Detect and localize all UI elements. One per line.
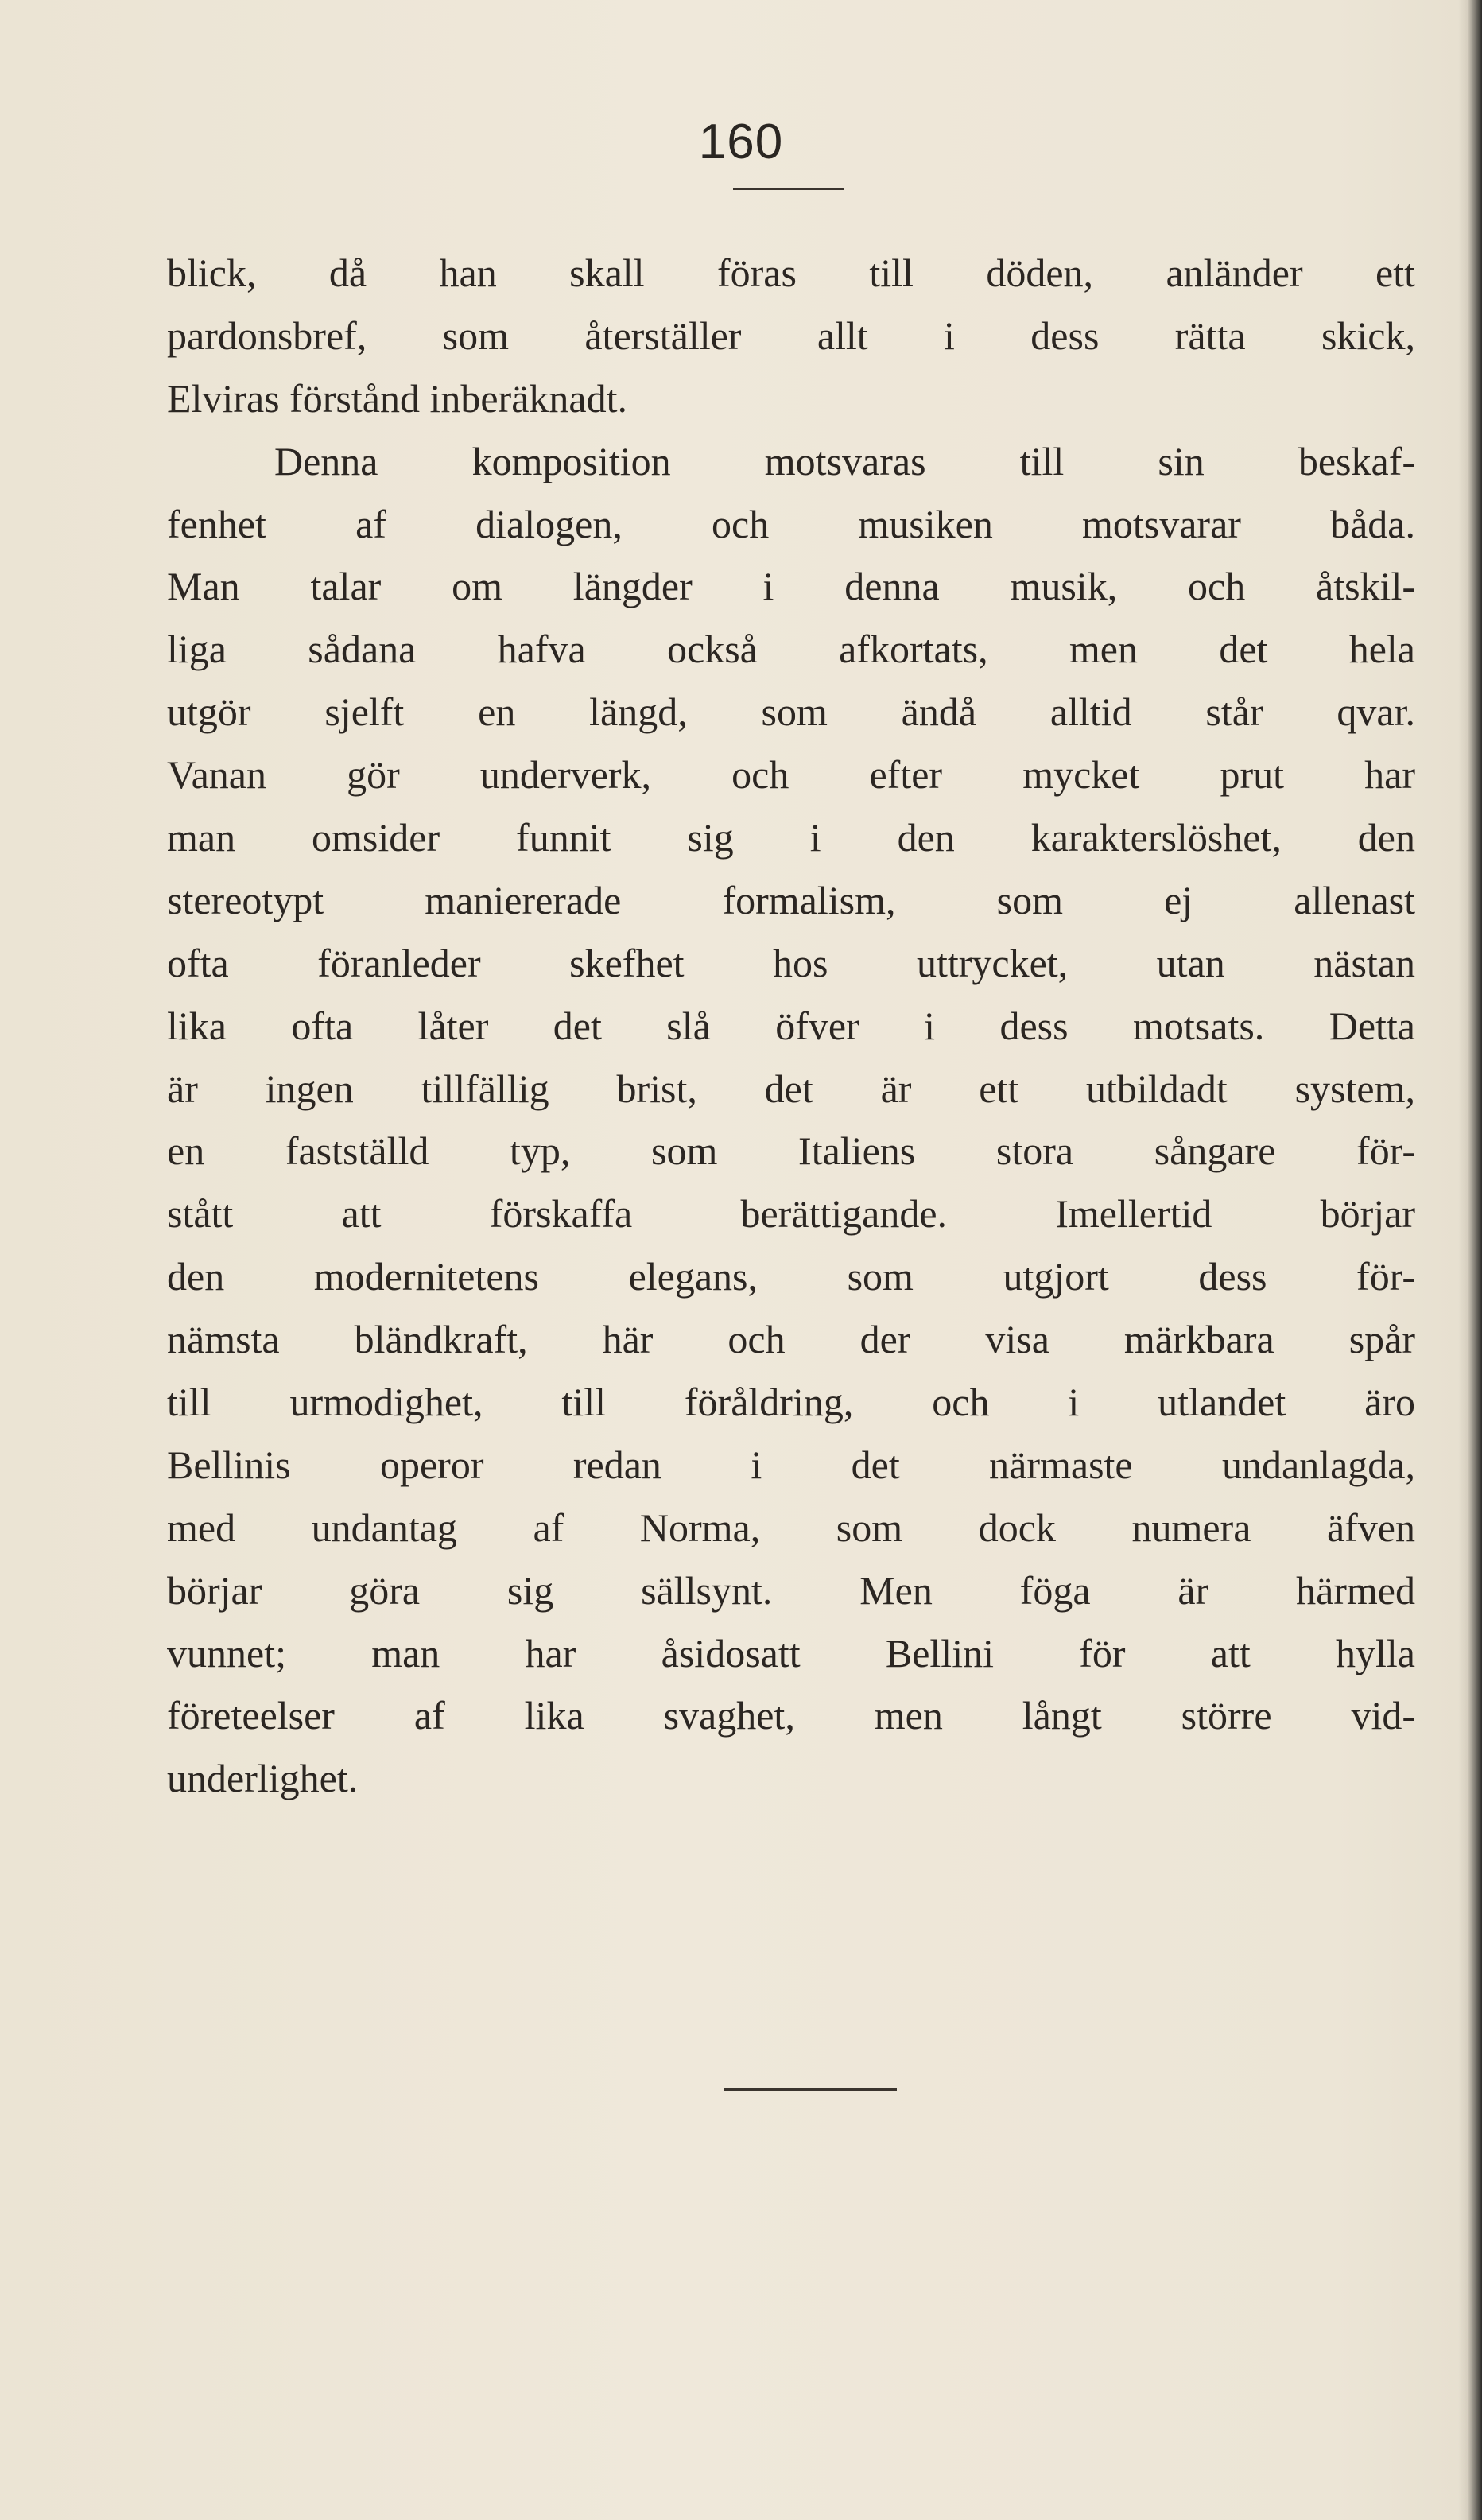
page-edge-shadow [1458, 0, 1482, 2520]
header-rule [733, 188, 844, 190]
text-line: blick, då han skall föras till döden, anländer ett [167, 250, 1415, 295]
text-line: börjar göra sig sällsynt. Men föga är härmed [167, 1567, 1415, 1613]
text-line: underlighet. [167, 1756, 359, 1801]
text-line: Elviras förstånd inberäknadt. [167, 375, 627, 421]
text-line: lika ofta låter det slå öfver i dess motsats. Detta [167, 1003, 1415, 1048]
text-line: ofta föranleder skefhet hos uttrycket, utan nästan [167, 940, 1415, 985]
body-text [167, 242, 1415, 1810]
text-line: nämsta bländkraft, här och der visa märkbara spår [167, 1317, 1415, 1362]
text-line: till urmodighet, till föråldring, och i utlandet äro [167, 1380, 1415, 1425]
text-line: stereotypt maniererade formalism, som ej allenast [167, 877, 1415, 922]
section-end-rule [724, 2088, 897, 2091]
text-line: pardonsbref, som återställer allt i dess rätta skick, [167, 313, 1415, 358]
text-line: stått att förskaffa berättigande. Imellertid börjar [167, 1191, 1415, 1237]
text-line: med undantag af Norma, som dock numera äfven [167, 1505, 1415, 1550]
text-line: företeelser af lika svaghet, men långt större vid- [167, 1693, 1415, 1738]
text-line: är ingen tillfällig brist, det är ett utbildadt system, [167, 1066, 1415, 1111]
text-line: vunnet; man har åsidosatt Bellini för att hylla [167, 1630, 1415, 1675]
text-line: utgör sjelft en längd, som ändå alltid står qvar. [167, 689, 1415, 735]
text-line: fenhet af dialogen, och musiken motsvarar båda. [167, 501, 1415, 546]
text-line: liga sådana hafva också afkortats, men det hela [167, 627, 1415, 672]
text-line: den modernitetens elegans, som utgjort dess för- [167, 1254, 1415, 1299]
page-number: 160 [698, 115, 784, 169]
text-line: man omsider funnit sig i den karakterslöshet, den [167, 815, 1415, 860]
text-line: en fastställd typ, som Italiens stora sångare för- [167, 1128, 1415, 1174]
text-line: Man talar om längder i denna musik, och åtskil- [167, 564, 1415, 609]
paragraph-start-line: Denna komposition motsvaras till sin beskaf- [274, 438, 1415, 483]
text-line: Vanan gör underverk, och efter mycket prut har [167, 752, 1415, 798]
text-line: Bellinis operor redan i det närmaste undanlagda, [167, 1442, 1415, 1487]
